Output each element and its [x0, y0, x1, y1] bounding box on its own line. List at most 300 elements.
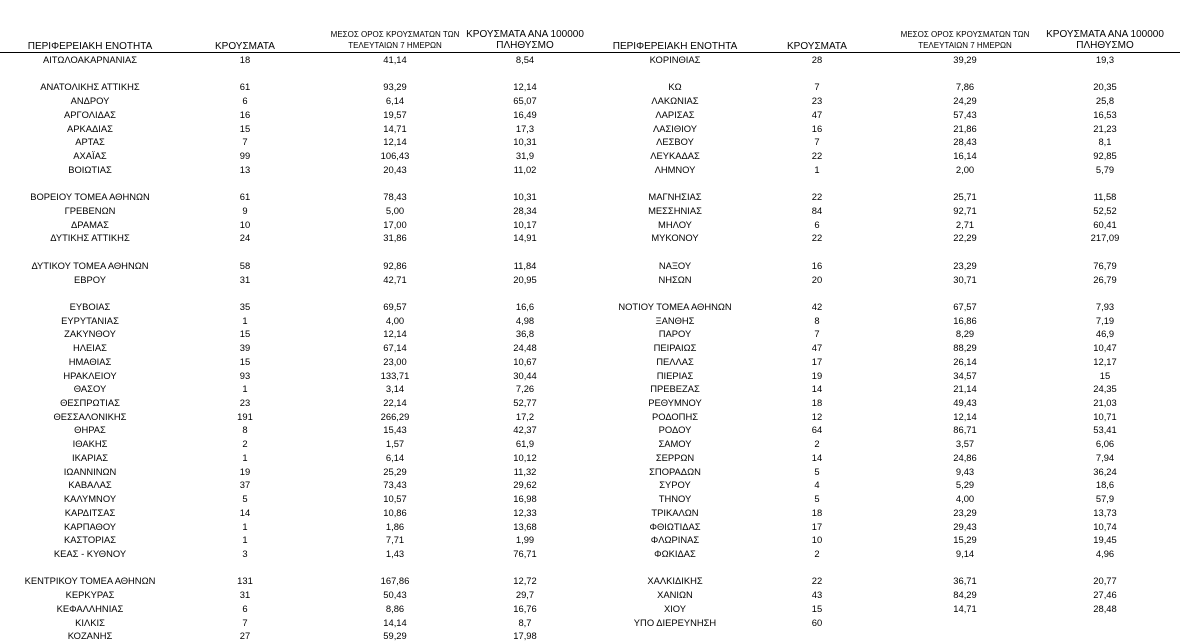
cell-name: ΚΕΝΤΡΙΚΟΥ ΤΟΜΕΑ ΑΘΗΝΩΝ: [24, 575, 156, 587]
cell-per100k: 65,07: [513, 95, 537, 107]
cell-avg: 25,71: [953, 191, 977, 203]
cell-cases: 47: [811, 108, 823, 120]
cell-cases: 16: [811, 122, 823, 134]
cell-name: ΧΑΛΚΙΔΙΚΗΣ: [647, 575, 703, 587]
cell-cases: 99: [239, 150, 251, 161]
cell-per100k: 29,62: [513, 479, 537, 491]
cell-avg: 14,71: [383, 122, 407, 134]
cell-per100k: 10,74: [1093, 520, 1117, 532]
cell-cases: 13: [239, 163, 251, 175]
cell-avg: 92,71: [953, 204, 977, 216]
cell-per100k: 24,35: [1093, 383, 1117, 395]
cell-cases: 4: [814, 479, 820, 491]
cell-cases: 23: [239, 397, 251, 408]
cell-per100k: 18,6: [1095, 479, 1115, 491]
cell-avg: 2,00: [955, 163, 975, 175]
cell-per100k: 57,9: [1095, 493, 1115, 504]
cell-cases: 18: [811, 506, 823, 518]
cell-avg: 1,86: [385, 520, 405, 532]
cell-per100k: 30,44: [513, 369, 537, 381]
cell-per100k: 19,45: [1093, 534, 1117, 546]
cell-per100k: 16,6: [515, 301, 535, 312]
cell-cases: 131: [237, 575, 253, 587]
cell-avg: 21,86: [953, 122, 977, 134]
cell-name: ΕΒΡΟΥ: [73, 273, 106, 285]
cell-cases: 1: [814, 163, 820, 175]
cell-per100k: 16,49: [513, 108, 537, 120]
cell-cases: 15: [239, 122, 251, 134]
cell-per100k: 21,03: [1093, 397, 1117, 408]
cell-cases: 24: [239, 232, 251, 244]
cell-name: ΑΡΤΑΣ: [75, 136, 105, 148]
cell-per100k: 11,02: [513, 163, 537, 175]
cell-name: ΔΥΤΙΚΟΥ ΤΟΜΕΑ ΑΘΗΝΩΝ: [31, 259, 149, 271]
cell-cases: 16: [239, 108, 251, 120]
cell-cases: 15: [811, 602, 823, 614]
cell-per100k: 8,7: [518, 616, 532, 628]
cell-name: ΚΑΒΑΛΑΣ: [68, 479, 112, 491]
cell-per100k: 5,79: [1095, 163, 1115, 175]
cell-name: ΡΟΔΟΥ: [658, 424, 692, 436]
cell-avg: 10,86: [383, 506, 407, 518]
cell-cases: 31: [239, 273, 251, 285]
cell-cases: 23: [811, 95, 823, 107]
cell-cases: 7: [814, 136, 820, 148]
cell-per100k: 17,2: [515, 410, 535, 422]
cell-name: ΜΥΚΟΝΟΥ: [651, 232, 699, 244]
cell-name: ΚΟΖΑΝΗΣ: [67, 630, 113, 642]
cell-per100k: 52,77: [513, 397, 537, 408]
cell-per100k: 52,52: [1093, 204, 1117, 216]
cell-name: ΑΙΤΩΛΟΑΚΑΡΝΑΝΙΑΣ: [42, 54, 138, 65]
cell-per100k: 217,09: [1090, 232, 1120, 244]
header-cases: ΚΡΟΥΣΜΑΤΑ: [787, 41, 847, 52]
cell-name: ΒΟΙΩΤΙΑΣ: [68, 163, 112, 175]
cell-avg: 49,43: [953, 397, 977, 408]
cell-cases: 17: [811, 355, 823, 367]
cell-name: ΙΩΑΝΝΙΝΩΝ: [63, 465, 117, 477]
cell-per100k: 27,46: [1093, 589, 1117, 601]
cell-per100k: 7,26: [515, 383, 535, 395]
cell-avg: 2,71: [955, 218, 975, 230]
cell-avg: 23,29: [953, 506, 977, 518]
header-per100k-line2: ΠΛΗΘΥΣΜΟ: [496, 40, 554, 51]
cell-avg: 28,43: [953, 136, 977, 148]
cell-avg: 133,71: [380, 369, 410, 381]
cell-name: ΗΜΑΘΙΑΣ: [68, 355, 112, 367]
cell-avg: 266,29: [380, 410, 410, 422]
cell-cases: 5: [242, 493, 248, 504]
cell-cases: 61: [239, 191, 251, 203]
cell-cases: 7: [814, 81, 820, 93]
cell-avg: 34,57: [953, 369, 977, 381]
cell-avg: 7,71: [385, 534, 405, 546]
cell-per100k: 12,33: [513, 506, 537, 518]
cell-cases: 5: [814, 493, 820, 504]
cell-per100k: 7,93: [1095, 301, 1115, 312]
cell-avg: 22,29: [953, 232, 977, 244]
cell-avg: 31,86: [383, 232, 407, 244]
cell-cases: 1: [242, 520, 248, 532]
cell-cases: 64: [811, 424, 823, 436]
cell-per100k: 11,58: [1093, 191, 1117, 203]
cell-avg: 57,43: [953, 108, 977, 120]
cell-avg: 92,86: [383, 259, 407, 271]
header-per100k-line2: ΠΛΗΘΥΣΜΟ: [1076, 40, 1134, 51]
cell-avg: 39,29: [953, 54, 977, 65]
cell-avg: 15,29: [953, 534, 977, 546]
cell-cases: 58: [239, 259, 251, 271]
cell-avg: 14,14: [383, 616, 407, 628]
cell-name: ΘΕΣΣΑΛΟΝΙΚΗΣ: [53, 410, 127, 422]
cell-avg: 23,00: [383, 355, 407, 367]
cell-avg: 10,57: [383, 493, 407, 504]
cell-per100k: 8,54: [515, 54, 535, 65]
cell-name: ΠΙΕΡΙΑΣ: [656, 369, 694, 381]
header-avg-line1: ΜΕΣΟΣ ΟΡΟΣ ΚΡΟΥΣΜΑΤΩΝ ΤΩΝ: [330, 30, 460, 39]
cell-per100k: 36,8: [515, 328, 535, 340]
cell-per100k: 10,17: [513, 218, 537, 230]
cell-avg: 8,29: [955, 328, 975, 340]
cell-per100k: 17,98: [513, 630, 537, 642]
cell-avg: 12,14: [953, 410, 977, 422]
cell-avg: 17,00: [383, 218, 407, 230]
cell-avg: 15,43: [383, 424, 407, 436]
cell-per100k: 11,84: [513, 259, 537, 271]
cell-avg: 73,43: [383, 479, 407, 491]
cell-cases: 5: [814, 465, 820, 477]
cell-per100k: 28,34: [513, 204, 537, 216]
cell-per100k: 7,19: [1095, 314, 1115, 326]
cell-per100k: 10,47: [1093, 342, 1117, 354]
cell-per100k: 4,98: [515, 314, 535, 326]
cell-per100k: 20,95: [513, 273, 537, 285]
cell-name: ΛΑΚΩΝΙΑΣ: [651, 95, 699, 107]
cell-cases: 17: [811, 520, 823, 532]
cell-cases: 2: [814, 438, 820, 450]
cell-cases: 18: [811, 397, 823, 408]
cell-name: ΥΠΟ ΔΙΕΡΕΥΝΗΣΗ: [633, 616, 717, 628]
cell-per100k: 13,68: [513, 520, 537, 532]
cell-avg: 26,14: [953, 355, 977, 367]
cell-name: ΑΡΓΟΛΙΔΑΣ: [64, 108, 116, 120]
cell-cases: 22: [811, 191, 823, 203]
cell-avg: 3,57: [955, 438, 975, 450]
cell-cases: 7: [242, 136, 248, 148]
cell-cases: 8: [242, 424, 248, 436]
cell-name: ΝΗΣΩΝ: [658, 273, 692, 285]
cell-name: ΒΟΡΕΙΟΥ ΤΟΜΕΑ ΑΘΗΝΩΝ: [30, 191, 150, 203]
cell-name: ΑΝΔΡΟΥ: [70, 95, 110, 107]
cell-cases: 37: [239, 479, 251, 491]
cell-per100k: 1,99: [515, 534, 535, 546]
cell-cases: 10: [239, 218, 251, 230]
cell-cases: 6: [814, 218, 820, 230]
cell-name: ΞΑΝΘΗΣ: [655, 314, 695, 326]
header-per-100k: [460, 29, 590, 51]
cell-avg: 21,14: [953, 383, 977, 395]
cell-cases: 1: [242, 534, 248, 546]
cell-per100k: 10,31: [513, 136, 537, 148]
cell-cases: 14: [239, 506, 251, 518]
cell-cases: 14: [811, 451, 823, 463]
cell-avg: 6,14: [385, 451, 405, 463]
cell-cases: 2: [242, 438, 248, 450]
cell-per100k: 29,7: [515, 589, 535, 601]
cell-avg: 14,71: [953, 602, 977, 614]
cell-name: ΓΡΕΒΕΝΩΝ: [64, 204, 116, 216]
header-region: ΠΕΡΙΦΕΡΕΙΑΚΗ ΕΝΟΤΗΤΑ: [27, 41, 153, 52]
cell-name: ΡΟΔΟΠΗΣ: [651, 410, 699, 422]
cell-avg: 9,43: [955, 465, 975, 477]
cell-per100k: 16,76: [513, 602, 537, 614]
cell-name: ΛΑΡΙΣΑΣ: [655, 108, 695, 120]
cell-cases: 31: [239, 589, 251, 601]
cell-cases: 19: [239, 465, 251, 477]
cell-name: ΖΑΚΥΝΘΟΥ: [64, 328, 116, 340]
cell-cases: 8: [814, 314, 820, 326]
cell-name: ΘΗΡΑΣ: [74, 424, 106, 436]
cell-avg: 3,14: [385, 383, 405, 395]
cell-per100k: 7,94: [1095, 451, 1115, 463]
cell-name: ΘΕΣΠΡΩΤΙΑΣ: [60, 397, 120, 408]
cell-avg: 5,00: [385, 204, 405, 216]
cell-cases: 93: [239, 369, 251, 381]
cell-name: ΚΕΡΚΥΡΑΣ: [65, 589, 115, 601]
cell-cases: 61: [239, 81, 251, 93]
cell-avg: 67,14: [383, 342, 407, 354]
header-per100k-line1: ΚΡΟΥΣΜΑΤΑ ΑΝΑ 100000: [1046, 29, 1164, 40]
cell-name: ΜΕΣΣΗΝΙΑΣ: [648, 204, 702, 216]
cell-avg: 6,14: [385, 95, 405, 107]
cell-name: ΡΕΘΥΜΝΟΥ: [648, 397, 702, 408]
header-cases: ΚΡΟΥΣΜΑΤΑ: [215, 41, 275, 52]
cell-per100k: 12,17: [1093, 355, 1117, 367]
cell-cases: 15: [239, 328, 251, 340]
cell-name: ΚΕΦΑΛΛΗΝΙΑΣ: [56, 602, 124, 614]
cell-per100k: 17,3: [515, 122, 535, 134]
cell-avg: 88,29: [953, 342, 977, 354]
cell-avg: 167,86: [380, 575, 410, 587]
cell-per100k: 10,71: [1093, 410, 1117, 422]
cell-name: ΔΥΤΙΚΗΣ ΑΤΤΙΚΗΣ: [50, 232, 130, 244]
cell-cases: 2: [814, 547, 820, 559]
header-per100k-line1: ΚΡΟΥΣΜΑΤΑ ΑΝΑ 100000: [466, 29, 584, 40]
cell-name: ΛΑΣΙΘΙΟΥ: [652, 122, 698, 134]
cell-name: ΙΘΑΚΗΣ: [72, 438, 108, 450]
cell-name: ΘΑΣΟΥ: [73, 383, 107, 395]
cell-name: ΗΛΕΙΑΣ: [73, 342, 107, 354]
cell-cases: 15: [239, 355, 251, 367]
cell-avg: 20,43: [383, 163, 407, 175]
cell-avg: 59,29: [383, 630, 407, 642]
cell-avg: 24,29: [953, 95, 977, 107]
cell-avg: 5,29: [955, 479, 975, 491]
cell-avg: 16,86: [953, 314, 977, 326]
cell-cases: 1: [242, 383, 248, 395]
cell-name: ΔΡΑΜΑΣ: [71, 218, 109, 230]
cell-name: ΕΥΡΥΤΑΝΙΑΣ: [61, 314, 119, 326]
cell-avg: 12,14: [383, 136, 407, 148]
cell-name: ΣΠΟΡΑΔΩΝ: [649, 465, 701, 477]
cell-cases: 18: [239, 54, 251, 65]
cell-per100k: 25,8: [1095, 95, 1115, 107]
cell-avg: 25,29: [383, 465, 407, 477]
cell-name: ΠΕΛΛΑΣ: [656, 355, 694, 367]
cell-name: ΝΟΤΙΟΥ ΤΟΜΕΑ ΑΘΗΝΩΝ: [618, 301, 732, 312]
cell-name: ΚΟΡΙΝΘΙΑΣ: [649, 54, 701, 65]
cell-cases: 7: [814, 328, 820, 340]
cell-per100k: 16,98: [513, 493, 537, 504]
cell-name: ΛΕΣΒΟΥ: [656, 136, 694, 148]
cell-cases: 191: [237, 410, 253, 422]
cell-name: ΧΙΟΥ: [663, 602, 687, 614]
cell-per100k: 13,73: [1093, 506, 1117, 518]
cell-avg: 24,86: [953, 451, 977, 463]
cell-cases: 10: [811, 534, 823, 546]
cell-cases: 22: [811, 150, 823, 161]
cell-name: ΚΩ: [668, 81, 682, 93]
cell-per100k: 42,37: [513, 424, 537, 436]
cell-name: ΑΡΚΑΔΙΑΣ: [67, 122, 113, 134]
cell-name: ΛΗΜΝΟΥ: [654, 163, 696, 175]
cell-cases: 14: [811, 383, 823, 395]
cell-name: ΤΗΝΟΥ: [658, 493, 692, 504]
cell-cases: 1: [242, 451, 248, 463]
cell-per100k: 31,9: [515, 150, 535, 161]
cell-avg: 106,43: [380, 150, 410, 161]
cell-cases: 22: [811, 575, 823, 587]
cell-name: ΦΩΚΙΔΑΣ: [654, 547, 696, 559]
cell-avg: 41,14: [383, 54, 407, 65]
cell-per100k: 76,71: [513, 547, 537, 559]
cell-per100k: 10,12: [513, 451, 537, 463]
cell-avg: 78,43: [383, 191, 407, 203]
cell-avg: 8,86: [385, 602, 405, 614]
cell-name: ΚΑΛΥΜΝΟΥ: [63, 493, 117, 504]
cell-name: ΣΥΡΟΥ: [659, 479, 691, 491]
cell-cases: 12: [811, 410, 823, 422]
cell-avg: 69,57: [383, 301, 407, 312]
cell-name: ΗΡΑΚΛΕΙΟΥ: [63, 369, 117, 381]
cell-avg: 86,71: [953, 424, 977, 436]
cell-avg: 4,00: [955, 493, 975, 504]
cell-name: ΜΑΓΝΗΣΙΑΣ: [648, 191, 702, 203]
cell-name: ΚΑΡΔΙΤΣΑΣ: [64, 506, 116, 518]
cell-name: ΚΙΛΚΙΣ: [75, 616, 105, 628]
cell-avg: 4,00: [385, 314, 405, 326]
cell-name: ΧΑΝΙΩΝ: [657, 589, 693, 601]
cell-avg: 36,71: [953, 575, 977, 587]
header-avg-line2: ΤΕΛΕΥΤΑΙΩΝ 7 ΗΜΕΡΩΝ: [348, 41, 442, 50]
cell-name: ΠΑΡΟΥ: [658, 328, 692, 340]
cell-cases: 60: [811, 616, 823, 628]
cell-name: ΝΑΞΟΥ: [658, 259, 692, 271]
cell-name: ΤΡΙΚΑΛΩΝ: [651, 506, 699, 518]
cell-name: ΛΕΥΚΑΔΑΣ: [650, 150, 700, 161]
cell-avg: 29,43: [953, 520, 977, 532]
cell-name: ΠΡΕΒΕΖΑΣ: [650, 383, 700, 395]
cell-per100k: 14,91: [513, 232, 537, 244]
cell-per100k: 12,14: [513, 81, 537, 93]
cell-per100k: 19,3: [1095, 54, 1115, 65]
cell-name: ΚΑΣΤΟΡΙΑΣ: [63, 534, 117, 546]
cell-per100k: 10,31: [513, 191, 537, 203]
cell-name: ΠΕΙΡΑΙΩΣ: [653, 342, 697, 354]
cell-avg: 30,71: [953, 273, 977, 285]
cell-per100k: 24,48: [513, 342, 537, 354]
cell-name: ΑΧΑΪΑΣ: [73, 150, 107, 161]
cell-cases: 3: [242, 547, 248, 559]
cell-avg: 50,43: [383, 589, 407, 601]
cell-per100k: 76,79: [1093, 259, 1117, 271]
cell-name: ΣΕΡΡΩΝ: [655, 451, 695, 463]
cell-name: ΚΕΑΣ - ΚΥΘΝΟΥ: [53, 547, 127, 559]
cell-cases: 19: [811, 369, 823, 381]
cell-per100k: 12,72: [513, 575, 537, 587]
header-avg-line2: ΤΕΛΕΥΤΑΙΩΝ 7 ΗΜΕΡΩΝ: [918, 41, 1012, 50]
cell-name: ΣΑΜΟΥ: [658, 438, 692, 450]
cell-per100k: 10,67: [513, 355, 537, 367]
header-avg-line1: ΜΕΣΟΣ ΟΡΟΣ ΚΡΟΥΣΜΑΤΩΝ ΤΩΝ: [900, 30, 1030, 39]
cell-per100k: 6,06: [1095, 438, 1115, 450]
cell-per100k: 60,41: [1093, 218, 1117, 230]
cell-cases: 7: [242, 616, 248, 628]
cell-per100k: 92,85: [1093, 150, 1117, 161]
cell-avg: 84,29: [953, 589, 977, 601]
cell-cases: 35: [239, 301, 251, 312]
cell-cases: 47: [811, 342, 823, 354]
cell-cases: 6: [242, 95, 248, 107]
cell-per100k: 20,35: [1093, 81, 1117, 93]
cell-cases: 27: [239, 630, 251, 642]
cell-per100k: 15: [1099, 369, 1111, 381]
cell-cases: 39: [239, 342, 251, 354]
cell-avg: 12,14: [383, 328, 407, 340]
header-region: ΠΕΡΙΦΕΡΕΙΑΚΗ ΕΝΟΤΗΤΑ: [612, 41, 738, 52]
cell-per100k: 61,9: [515, 438, 535, 450]
cell-cases: 43: [811, 589, 823, 601]
cell-cases: 84: [811, 204, 823, 216]
cell-cases: 42: [811, 301, 823, 312]
cell-avg: 23,29: [953, 259, 977, 271]
cell-name: ΑΝΑΤΟΛΙΚΗΣ ΑΤΤΙΚΗΣ: [40, 81, 140, 93]
cell-name: ΕΥΒΟΙΑΣ: [69, 301, 111, 312]
cell-cases: 1: [242, 314, 248, 326]
cell-per100k: 53,41: [1093, 424, 1117, 436]
cell-per100k: 46,9: [1095, 328, 1115, 340]
cell-avg: 1,57: [385, 438, 405, 450]
cell-cases: 16: [811, 259, 823, 271]
cell-avg: 9,14: [955, 547, 975, 559]
cell-cases: 28: [811, 54, 823, 65]
cell-per100k: 28,48: [1093, 602, 1117, 614]
cell-avg: 19,57: [383, 108, 407, 120]
cell-avg: 1,43: [385, 547, 405, 559]
cell-avg: 22,14: [383, 397, 407, 408]
cell-per100k: 8,1: [1098, 136, 1112, 148]
cell-per100k: 20,77: [1093, 575, 1117, 587]
cell-avg: 16,14: [953, 150, 977, 161]
cell-name: ΚΑΡΠΑΘΟΥ: [63, 520, 117, 532]
cell-per100k: 16,53: [1093, 108, 1117, 120]
cell-cases: 9: [242, 204, 248, 216]
cell-per100k: 11,32: [513, 465, 537, 477]
cell-per100k: 36,24: [1093, 465, 1117, 477]
cell-name: ΙΚΑΡΙΑΣ: [71, 451, 109, 463]
cell-avg: 7,86: [955, 81, 975, 93]
cell-per100k: 4,96: [1095, 547, 1115, 559]
